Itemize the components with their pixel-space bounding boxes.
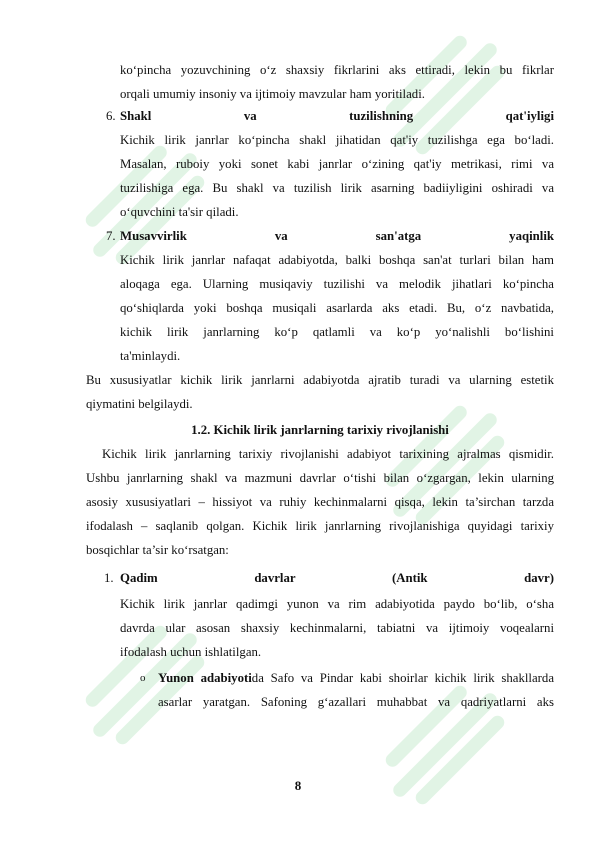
page-number: 8 (294, 778, 302, 793)
list-number: 7. (106, 229, 116, 243)
list-item-title (120, 228, 554, 244)
body-line: bosqichlar ta’sir ko‘rsatgan: (86, 543, 229, 557)
bullet-line (158, 670, 554, 686)
body-line: Bu xususiyatlar kichik lirik janrlarni adabiyotda ajratib turadi va ularning estetik (86, 373, 554, 387)
list-number: 1. (104, 571, 114, 585)
list-item-title (120, 570, 554, 586)
body-line: aloqaga ega. Ularning musiqaviy tuzilishi va melodik jihatlari ko‘pincha (120, 277, 554, 291)
list-item-title (120, 108, 554, 124)
body-line: kichik lirik janrlarning ko‘p qatlamli va ko‘p yo‘nalishli bo‘lishini (120, 325, 554, 339)
heading-text: Musavvirlik va san'atga yaqinlik (120, 229, 554, 243)
body-line: davrda ular asosan shaxsiy kechinmalarni, tabiatni va ijtimoiy voqealarni (120, 621, 554, 635)
body-line: Kichik lirik janrlar qadimgi yunon va rim adabiyotida paydo bo‘lib, o‘sha (120, 597, 554, 611)
body-line: ifodalash uchun ishlatilgan. (120, 645, 262, 659)
body-line: asosiy xususiyatlari – hissiyot va ruhiy kechinmalarni qisqa, lekin ta’sirchan tarzda (86, 495, 554, 509)
body-line: Kichik lirik janrlar ko‘pincha shakl jihatidan qat'iy tuzilishga ega bo‘ladi. (120, 133, 554, 147)
body-line: Masalan, ruboiy yoki sonet kabi janrlar o‘zining qat'iy metrikasi, rimi va (120, 157, 554, 171)
bullet-bold-text: Yunon adabiyoti (158, 671, 252, 685)
body-line: ifodalash – saqlanib qolgan. Kichik lirik janrlarning rivojlanishiga quyidagi tarixiy (86, 519, 554, 533)
body-line: orqali umumiy insoniy va ijtimoiy mavzular ham yoritiladi. (120, 87, 425, 101)
body-line: qo‘shiqlarda yoki boshqa musiqali asarlarda aks etadi. Bu, o‘z navbatida, (120, 301, 554, 315)
body-line: tuzilishiga ega. Bu shakl va tuzilish lirik asarning badiiyligini oshiradi va (120, 181, 554, 195)
body-line: Kichik lirik janrlarning tarixiy rivojlanishi adabiyot tarixining ajralmas qismidir. (102, 447, 554, 461)
body-line: Ushbu janrlarning shakl va mazmuni davrlar o‘tishi bilan o‘zgargan, lekin ularning (86, 471, 554, 485)
body-line: ko‘pincha yozuvchining o‘z shaxsiy fikrlarini aks ettiradi, lekin bu fikrlar (120, 63, 554, 77)
body-line: o‘quvchini ta'sir qiladi. (120, 205, 239, 219)
bullet-marker: o (140, 672, 146, 684)
heading-text: 1.2. Kichik lirik janrlarning tarixiy rivojlanishi (191, 423, 449, 437)
sf-logo-watermark-icon (370, 670, 520, 820)
body-line: asarlar yaratgan. Safoning g‘azallari muhabbat va qadriyatlarni aks (158, 695, 554, 709)
body-line: Kichik lirik janrlar nafaqat adabiyotda, balki boshqa san'at turlari bilan ham (120, 253, 554, 267)
bullet-text: da Safo va Pindar kabi shoirlar kichik lirik shakllarda (251, 671, 555, 685)
body-line: qiymatini belgilaydi. (86, 397, 193, 411)
heading-text: Shakl va tuzilishning qat'iyligi (120, 109, 554, 123)
body-line: ta'minlaydi. (120, 349, 181, 363)
heading-text: Qadim davrlar (Antik davr) (120, 571, 554, 585)
list-number: 6. (106, 109, 116, 123)
section-heading (86, 422, 554, 438)
